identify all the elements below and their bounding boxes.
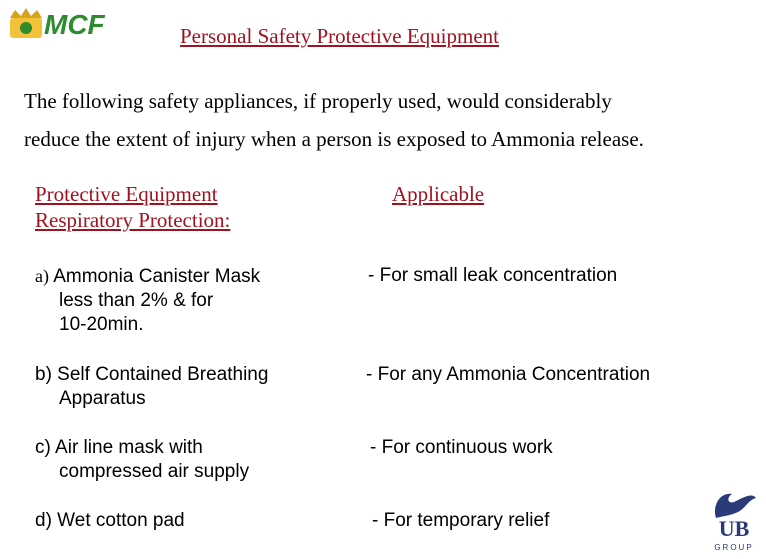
item-text-line-2: compressed air supply: [59, 461, 250, 482]
emblem-center: [20, 22, 32, 34]
logo-text: MCF: [44, 9, 105, 40]
equipment-header-line-2: Respiratory Protection:: [35, 208, 231, 232]
pegasus-icon: [715, 494, 756, 518]
applicable-header: Applicable: [392, 182, 485, 206]
applicable-item-a: - For small leak concentration: [368, 265, 618, 286]
ub-logo-graphic: [706, 488, 762, 554]
applicable-item-d: - For temporary relief: [372, 510, 550, 531]
equipment-item-c: [35, 436, 249, 484]
item-text-line-1: b) Self Contained Breathing: [35, 364, 269, 385]
mcf-logo-graphic: [6, 4, 128, 44]
intro-line-1: The following safety appliances, if properly used, would considerably: [24, 89, 612, 113]
equipment-header: [35, 181, 230, 233]
equipment-item-a: [35, 264, 260, 337]
ub-group-logo: [706, 488, 762, 554]
mcf-logo: [6, 4, 128, 44]
ub-group-text: GROUP: [714, 543, 754, 552]
ub-letters: UB: [718, 516, 750, 541]
crown-emblem: [10, 8, 42, 18]
equipment-header-line-1: Protective Equipment: [35, 182, 218, 206]
applicable-item-b: - For any Ammonia Concentration: [366, 364, 651, 385]
page-title: Personal Safety Protective Equipment: [180, 24, 500, 48]
equipment-item-b: [35, 363, 268, 411]
item-text-line-2: Apparatus: [59, 388, 146, 409]
equipment-item-d: [35, 509, 185, 533]
applicable-item-c: - For continuous work: [370, 437, 553, 458]
item-text-line-3: 10-20min.: [59, 314, 144, 335]
item-text-line-2: less than 2% & for: [59, 290, 214, 311]
item-text-line-1: c) Air line mask with: [35, 437, 203, 458]
item-text-line-1: Ammonia Canister Mask: [53, 266, 261, 287]
item-text-line-1: d) Wet cotton pad: [35, 510, 185, 531]
item-marker: a): [35, 266, 49, 286]
intro-line-2: reduce the extent of injury when a person is exposed to Ammonia release.: [24, 127, 644, 151]
